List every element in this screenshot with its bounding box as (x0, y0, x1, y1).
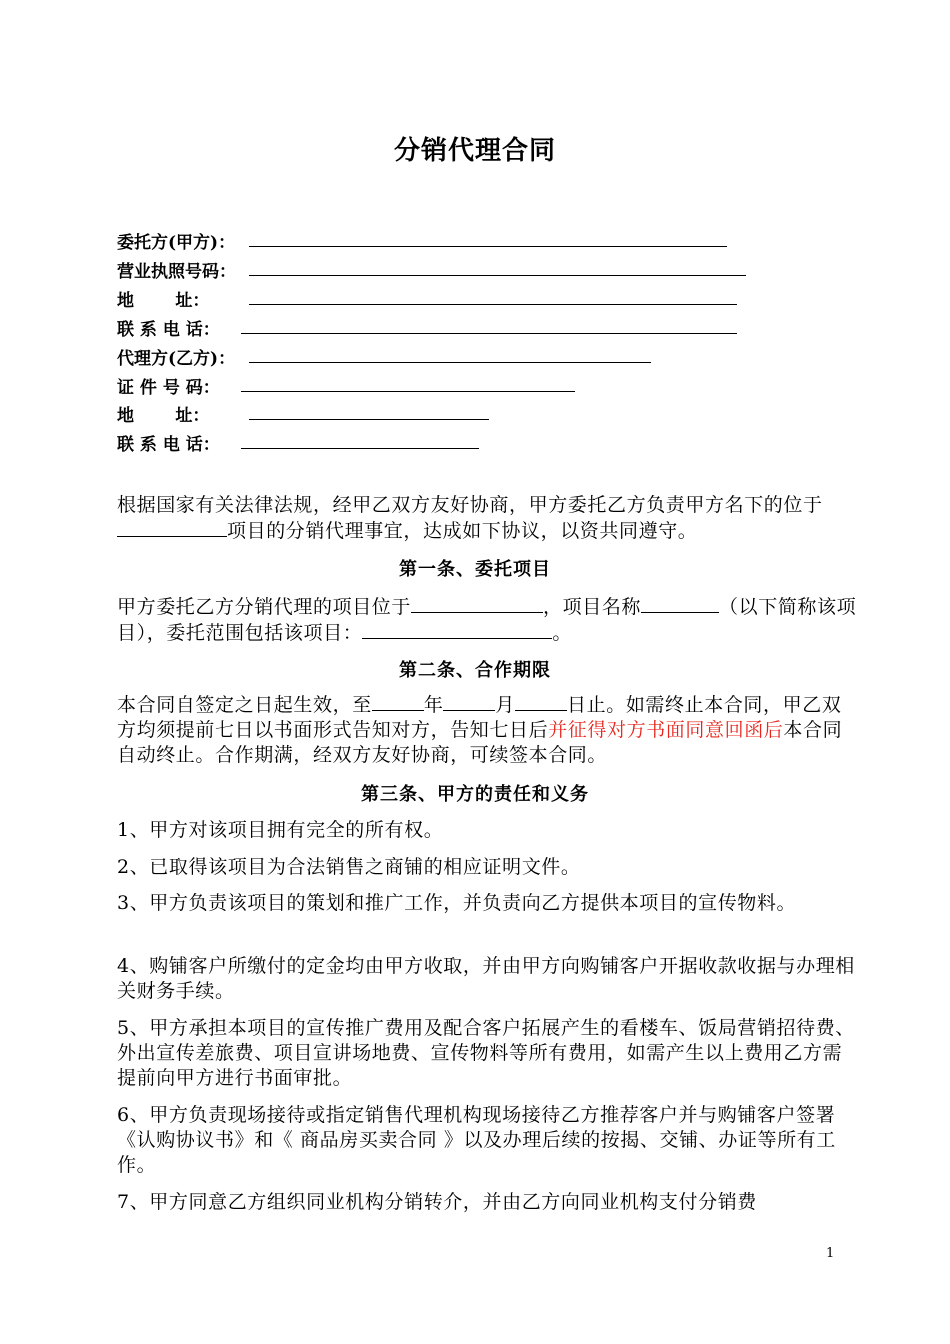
page-number: 1 (826, 1246, 835, 1261)
party-b-phone-label: 联 系 电 话： (117, 435, 220, 455)
article-1-name-blank (641, 594, 719, 613)
party-b-phone-blank (241, 448, 479, 449)
project-location-blank (117, 518, 227, 537)
article-2-text-day: 日止。如需终止本合同，甲乙双方均须提前七日以书面形式告知对方，告知七日后 (117, 694, 842, 741)
article-3-item: 6、甲方负责现场接待或指定销售代理机构现场接待乙方推荐客户并与购铺客户签署《认购协议书》和《 商品房买卖合同 》以及办理后续的按揭、交铺、办证等所有工作。 (117, 1104, 836, 1176)
article-1-location-blank (411, 594, 543, 613)
party-b-name-label: 代理方(乙方)： (117, 349, 236, 369)
party-b-address-row (117, 401, 209, 427)
article-3-item: 2、已取得该项目为合法销售之商铺的相应证明文件。 (117, 856, 581, 878)
party-a-address-blank (249, 304, 737, 305)
article-1-text-3: （以下简称该项目），委托范围包括该项目： (117, 596, 857, 644)
party-b-address-blank (249, 419, 489, 420)
party-b-address-label: 地 址： (117, 406, 210, 426)
end-year-blank (372, 692, 424, 711)
article-1-text-1: 甲方委托乙方分销代理的项目位于 (117, 596, 412, 618)
article-1-text-4: 。 (552, 622, 572, 644)
article-2-text-2: 本合同自动终止。合作期满，经双方友好协商，可续签本合同。 (117, 719, 843, 766)
article-3-heading: 第三条、甲方的责任和义务 (361, 784, 589, 805)
party-b-phone-row (117, 430, 220, 456)
party-b-id-blank (241, 391, 575, 392)
business-license-row (117, 257, 236, 283)
intro-text-2: 项目的分销代理事宜，达成如下协议，以资共同遵守。 (227, 520, 698, 542)
end-day-blank (515, 692, 567, 711)
document-title: 分销代理合同 (393, 136, 556, 166)
party-b-name-blank (249, 362, 651, 363)
article-3-item: 7、甲方同意乙方组织同业机构分销转介，并由乙方向同业机构支付分销费 (117, 1191, 757, 1213)
intro-paragraph (117, 493, 857, 544)
month-label: 月 (495, 694, 516, 716)
article-2-paragraph (117, 692, 857, 768)
article-1-text-2: ，项目名称 (543, 596, 642, 618)
end-month-blank (443, 692, 495, 711)
party-a-address-label: 地 址： (117, 291, 210, 311)
party-b-id-row (117, 373, 220, 399)
article-1-scope-blank (362, 620, 552, 639)
article-3-item: 5、甲方承担本项目的宣传推广费用及配合客户拓展产生的看楼车、饭局营销招待费、外出宣传差旅费、项目宣讲场地费、宣传物料等所有费用，如需产生以上费用乙方需提前向甲方进行书面审批。 (117, 1017, 855, 1089)
year-label: 年 (423, 694, 444, 716)
party-a-name-row (117, 228, 235, 254)
article-1-heading: 第一条、委托项目 (399, 559, 551, 580)
party-a-phone-label: 联 系 电 话： (117, 320, 220, 340)
article-2-text-1: 本合同自签定之日起生效，至 (117, 694, 372, 716)
article-3-item: 1、甲方对该项目拥有完全的所有权。 (117, 819, 444, 841)
party-a-name-label: 委托方(甲方)： (117, 233, 236, 253)
intro-text-1: 根据国家有关法律法规，经甲乙双方友好协商，甲方委托乙方负责甲方名下的位于 (117, 494, 823, 516)
article-3-item: 3、甲方负责该项目的策划和推广工作，并负责向乙方提供本项目的宣传物料。 (117, 892, 797, 914)
article-2-heading: 第二条、合作期限 (399, 660, 551, 681)
party-a-phone-row (117, 315, 220, 341)
party-b-name-row (117, 344, 235, 370)
party-b-id-label: 证 件 号 码： (117, 378, 220, 398)
party-a-name-blank (249, 246, 727, 247)
business-license-blank (249, 275, 746, 276)
article-1-paragraph (117, 594, 857, 646)
party-a-address-row (117, 286, 209, 312)
article-3-item: 4、购铺客户所缴付的定金均由甲方收取，并由甲方向购铺客户开据收款收据与办理相关财务手续。 (117, 955, 855, 1002)
article-2-red-text: 并征得对方书面同意回函后 (548, 719, 784, 741)
party-a-phone-blank (241, 333, 737, 334)
business-license-label: 营业执照号码： (117, 262, 236, 282)
